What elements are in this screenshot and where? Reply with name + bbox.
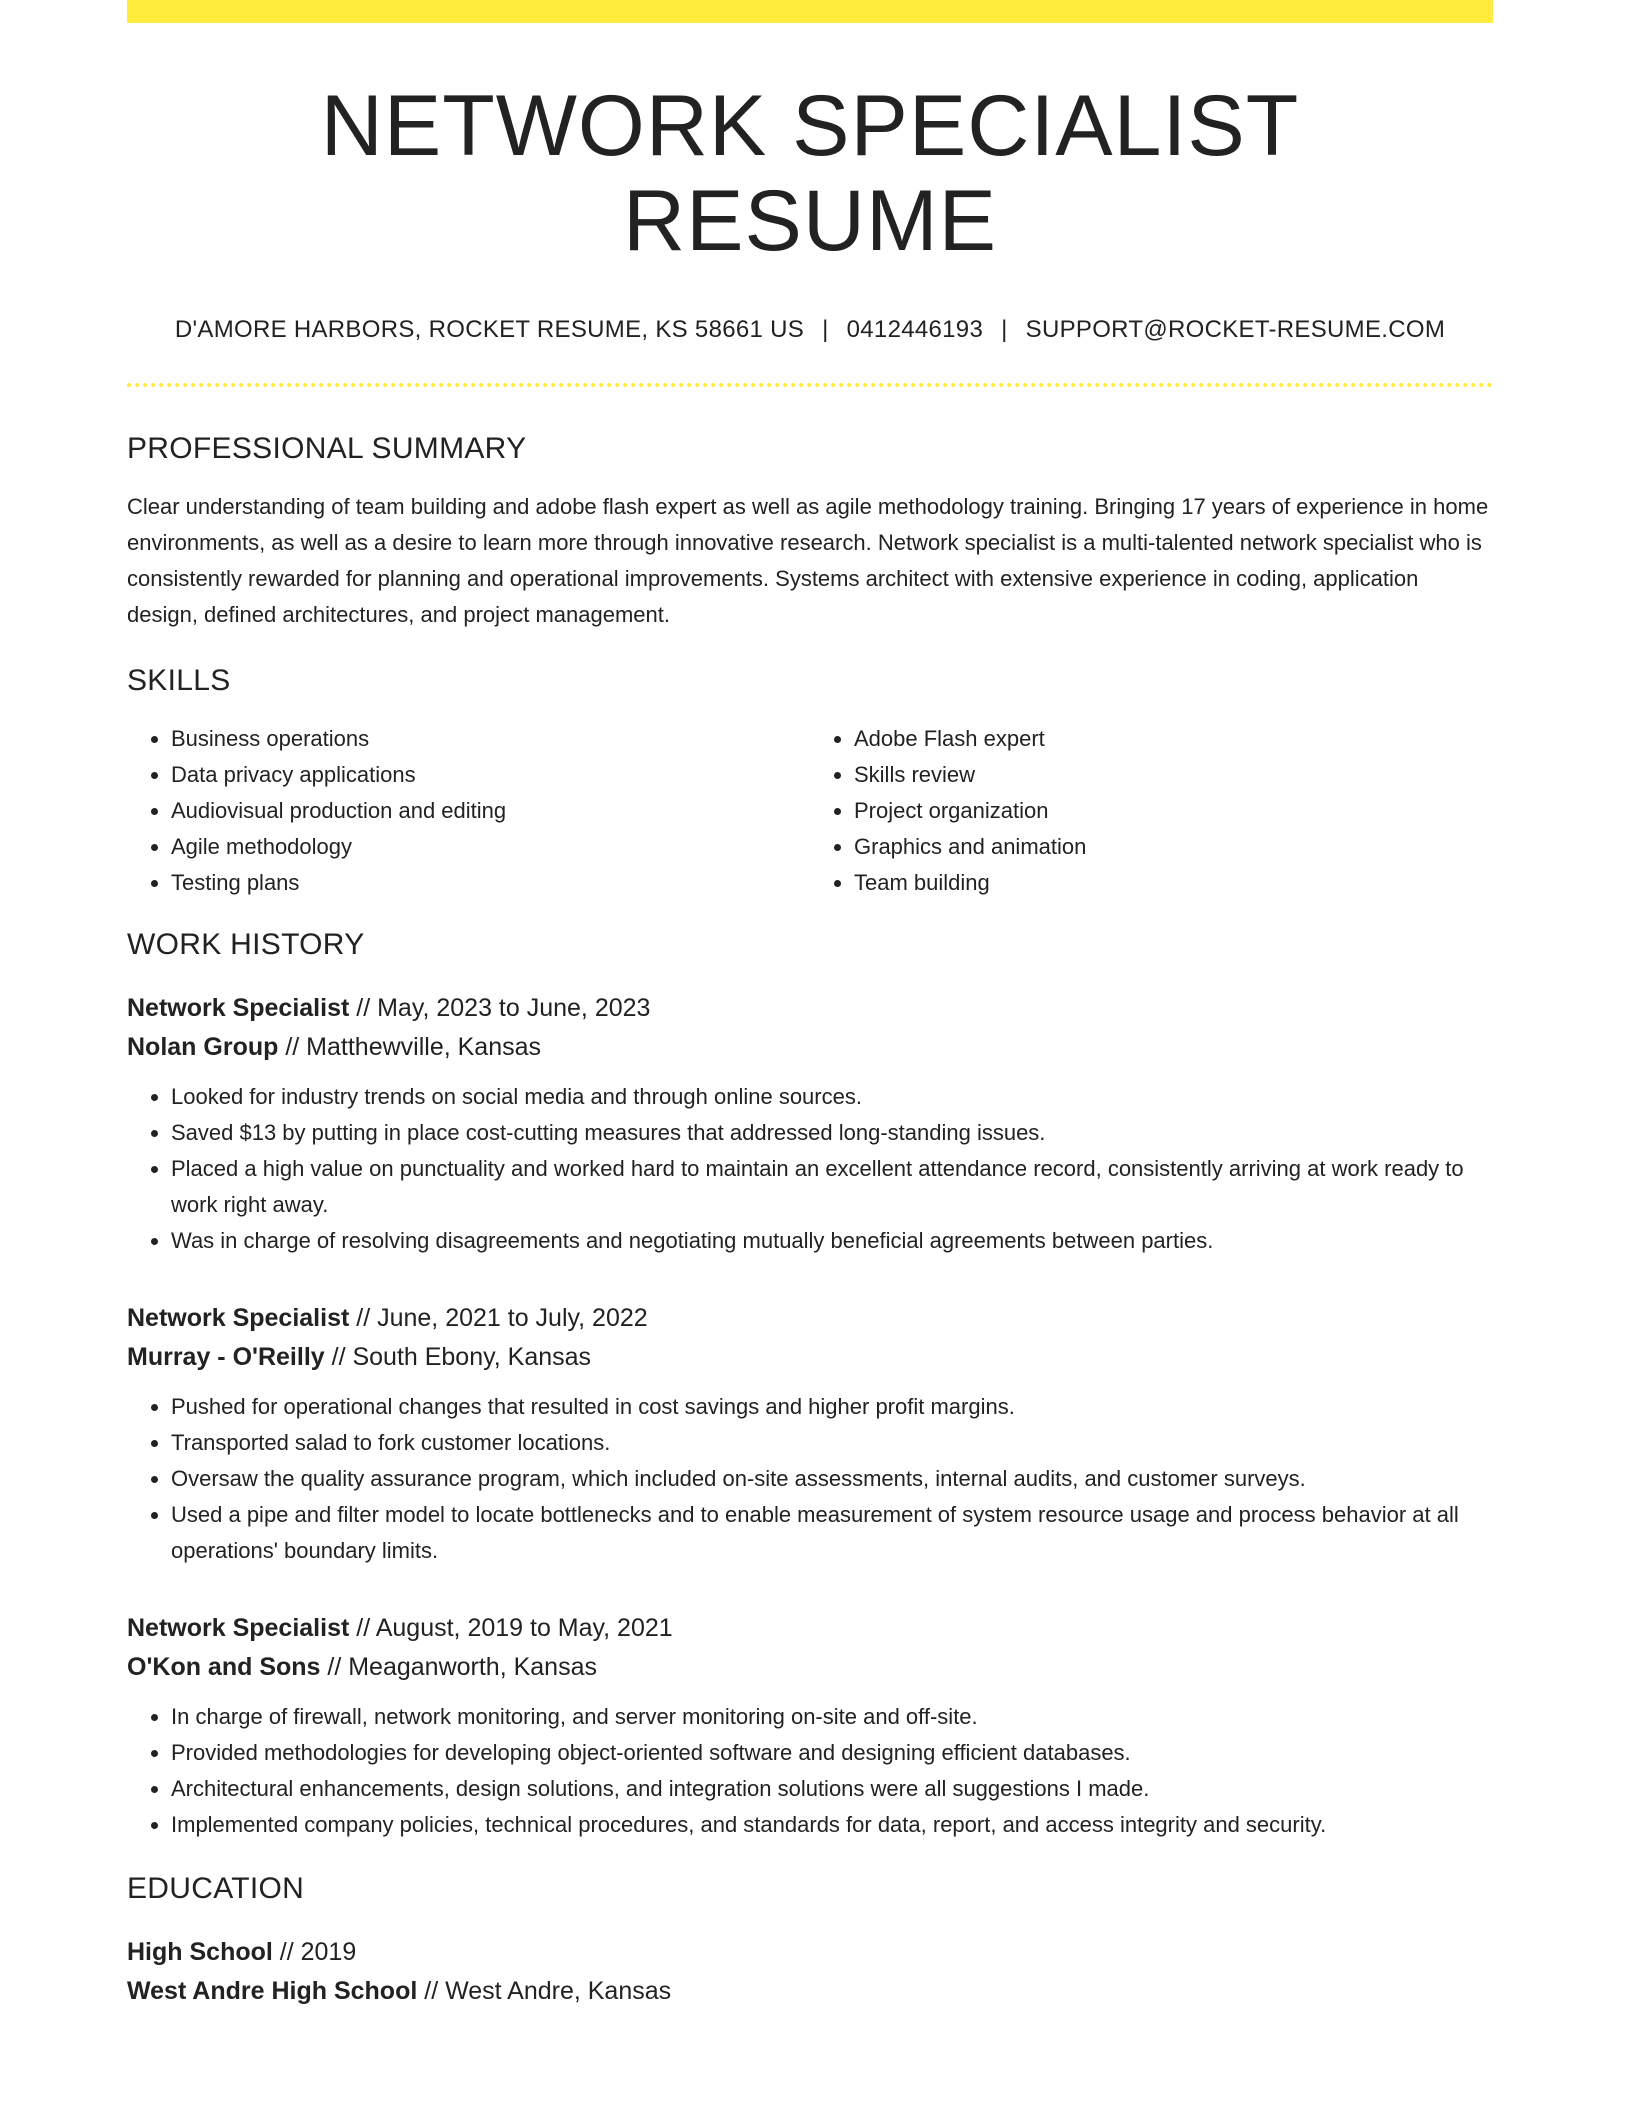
job-bullet: • Saved $13 by putting in place cost-cutting measures that addressed long-standing issues.	[171, 1115, 1493, 1151]
skill-item: • Graphics and animation	[854, 829, 1493, 865]
job-bullet: • In charge of firewall, network monitoring, and server monitoring on-site and off-site.	[171, 1699, 1493, 1735]
contact-phone: 0412446193	[846, 316, 984, 344]
skill-item: • Testing plans	[171, 865, 810, 901]
education-location: // West Andre, Kansas	[417, 1976, 672, 2005]
job-entry	[127, 1609, 1493, 1843]
job-bullet: • Used a pipe and filter model to locate bottlenecks and to enable measurement of system resource usage and process behavior at all operations' boundary limits.	[171, 1497, 1493, 1569]
accent-top-bar	[127, 0, 1493, 23]
job-entry	[127, 989, 1493, 1259]
job-bullet: • Implemented company policies, technical procedures, and standards for data, report, and access integrity and security.	[171, 1807, 1493, 1843]
job-bullet: • Looked for industry trends on social media and through online sources.	[171, 1079, 1493, 1115]
education-degree: High School	[127, 1937, 273, 1966]
skill-item: • Data privacy applications	[171, 757, 810, 793]
job-location: // Matthewville, Kansas	[278, 1032, 542, 1061]
skill-item: • Agile methodology	[171, 829, 810, 865]
job-company: Nolan Group	[127, 1032, 279, 1061]
job-bullet: • Placed a high value on punctuality and worked hard to maintain an excellent attendance record, consistently arriving at work ready to work right away.	[171, 1151, 1493, 1223]
job-dates: // June, 2021 to July, 2022	[349, 1303, 648, 1332]
job-bullet: • Transported salad to fork customer locations.	[171, 1425, 1493, 1461]
job-dates: // May, 2023 to June, 2023	[349, 993, 651, 1022]
education-school-line	[127, 1972, 1493, 2011]
job-bullet: • Architectural enhancements, design solutions, and integration solutions were all suggestions I made.	[171, 1771, 1493, 1807]
skills-list	[127, 721, 1493, 901]
skill-item: • Project organization	[854, 793, 1493, 829]
job-company: O'Kon and Sons	[127, 1652, 321, 1681]
contact-separator: |	[1001, 316, 1008, 344]
job-company-line	[127, 1028, 1493, 1067]
job-company-line	[127, 1338, 1493, 1377]
summary-text: Clear understanding of team building and adobe flash expert as well as agile methodology training. Bringing 17 years of experience in home environments, as well as a desire to learn more through innovative research. Network specialist is a multi-talented network specialist who is consistently rewarded for planning and operational improvements. Systems architect with extensive experience in coding, application design, defined architectures, and project management.	[127, 493, 1489, 627]
job-bullets	[127, 1699, 1493, 1843]
skill-item: • Skills review	[854, 757, 1493, 793]
skills-heading: SKILLS	[127, 663, 231, 697]
job-entry	[127, 1299, 1493, 1569]
education-heading: EDUCATION	[127, 1871, 305, 1905]
job-bullets	[127, 1389, 1493, 1569]
skill-item: • Business operations	[171, 721, 810, 757]
skill-item: • Team building	[854, 865, 1493, 901]
job-title: Network Specialist	[127, 993, 350, 1022]
job-dates: // August, 2019 to May, 2021	[349, 1613, 673, 1642]
summary-heading: PROFESSIONAL SUMMARY	[127, 431, 527, 465]
work-history-heading: WORK HISTORY	[127, 927, 365, 961]
contact-line	[127, 316, 1493, 345]
resume-title: NETWORK SPECIALIST RESUME	[320, 78, 1300, 269]
job-title: Network Specialist	[127, 1613, 350, 1642]
job-location: // Meaganworth, Kansas	[320, 1652, 597, 1681]
job-title-line	[127, 1609, 1493, 1648]
skill-item: • Audiovisual production and editing	[171, 793, 810, 829]
job-company: Murray - O'Reilly	[127, 1342, 325, 1371]
job-bullet: • Provided methodologies for developing object-oriented software and designing efficient databases.	[171, 1735, 1493, 1771]
education-school: West Andre High School	[127, 1976, 418, 2005]
contact-separator: |	[822, 316, 829, 344]
job-location: // South Ebony, Kansas	[324, 1342, 592, 1371]
job-bullet: • Was in charge of resolving disagreements and negotiating mutually beneficial agreements between parties.	[171, 1223, 1493, 1259]
job-company-line	[127, 1648, 1493, 1687]
contact-address: D'AMORE HARBORS, ROCKET RESUME, KS 58661 US	[174, 316, 805, 344]
skills-column-right	[810, 721, 1493, 901]
education-degree-line	[127, 1933, 1493, 1972]
job-title-line	[127, 1299, 1493, 1338]
contact-email: SUPPORT@ROCKET-RESUME.COM	[1025, 316, 1446, 344]
job-title-line	[127, 989, 1493, 1028]
skills-column-left	[127, 721, 810, 901]
dotted-divider	[127, 383, 1493, 387]
education-entry	[127, 1933, 1493, 2011]
job-bullets	[127, 1079, 1493, 1259]
skill-item: • Adobe Flash expert	[854, 721, 1493, 757]
resume-page	[127, 0, 1493, 2011]
job-bullet: • Oversaw the quality assurance program, which included on-site assessments, internal audits, and customer surveys.	[171, 1461, 1493, 1497]
education-year: // 2019	[272, 1937, 357, 1966]
job-title: Network Specialist	[127, 1303, 350, 1332]
job-bullet: • Pushed for operational changes that resulted in cost savings and higher profit margins.	[171, 1389, 1493, 1425]
